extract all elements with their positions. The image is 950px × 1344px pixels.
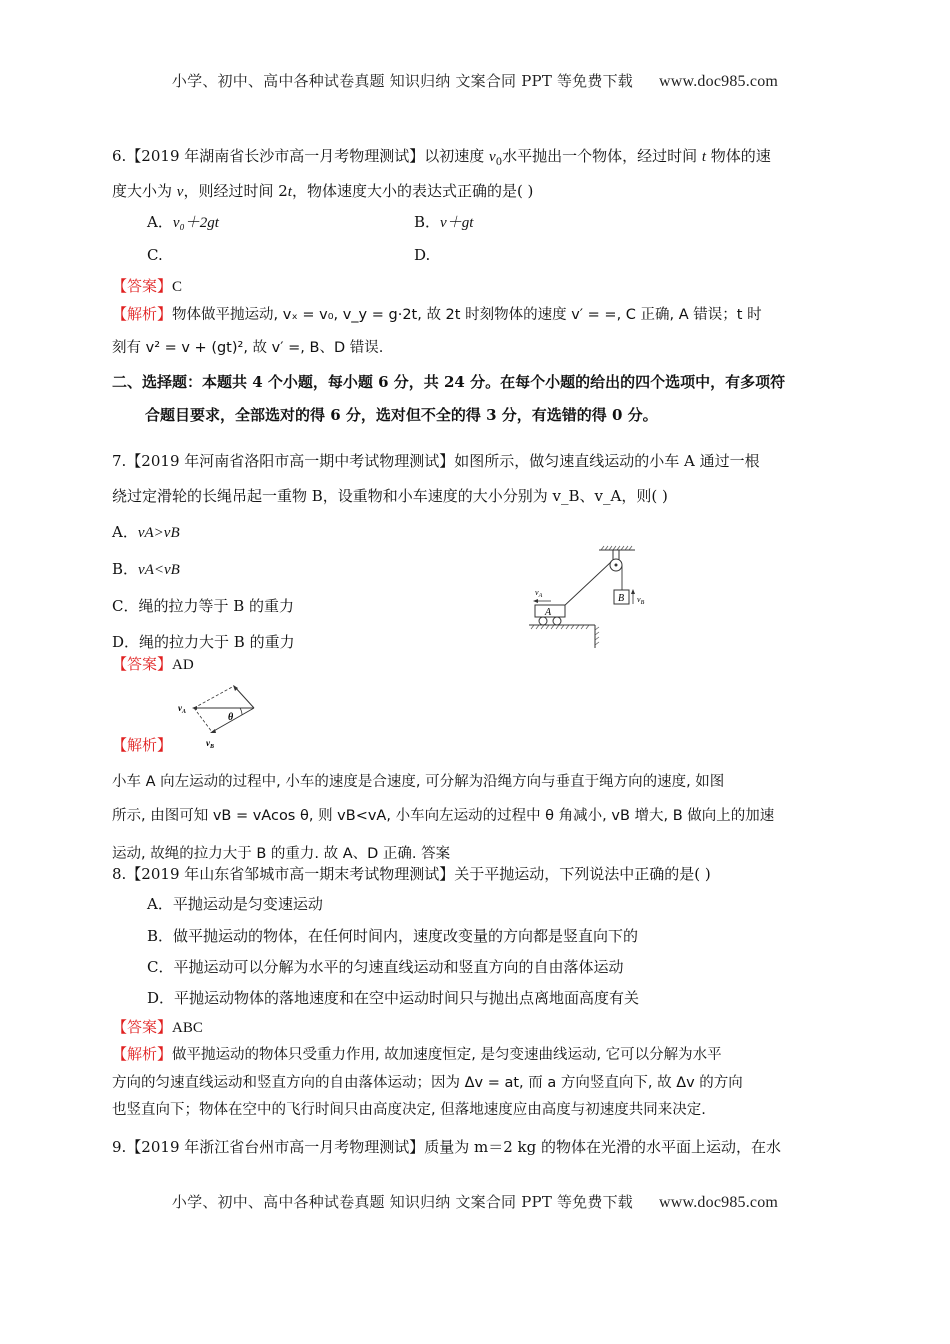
analysis-label: 【解析】 — [112, 1045, 173, 1063]
analysis-text: 方向的匀速直线运动和竖直方向的自由落体运动；因为 Δv = at, 而 a 方向竖直向下, 故 Δv 的方向 — [112, 1075, 743, 1091]
footer-url: www.doc985.com — [659, 1194, 779, 1211]
option-text: 绳的拉力大于 B 的重力 — [139, 633, 295, 651]
option-label: C． — [112, 597, 139, 615]
q8-option-c — [147, 957, 623, 977]
footer-text: 小学、初中、高中各种试卷真题 知识归纳 文案合同 PPT 等免费下载 — [171, 1193, 633, 1211]
q6-line1 — [112, 146, 771, 173]
q7-text: 7.【2019 年河南省洛阳市高一期中考试物理测试】如图所示，做匀速直线运动的小车 A 通过一根 — [112, 452, 760, 470]
option-text: A．平抛运动是匀变速运动 — [147, 895, 323, 913]
q6-text: 水平抛出一个物体，经过时间 — [502, 147, 702, 165]
analysis-label: 【解析】 — [112, 736, 173, 754]
answer-label: 【答案】 — [112, 655, 173, 673]
option-expr: v₀＋2gt — [172, 215, 219, 231]
q7-line1 — [112, 451, 760, 471]
analysis-text: 也竖直向下；物体在空中的飞行时间只由高度决定, 但落地速度应由高度与初速度共同来决定. — [112, 1102, 706, 1118]
header-url: www.doc985.com — [659, 73, 779, 90]
option-text: C．平抛运动可以分解为水平的匀速直线运动和竖直方向的自由落体运动 — [147, 958, 624, 976]
q6-t: t — [701, 149, 707, 165]
option-label: A． — [112, 523, 138, 541]
option-text: vA>vB — [137, 525, 180, 541]
q7-analysis-line1 — [112, 771, 724, 792]
option-label: D． — [112, 633, 140, 651]
q6-line2 — [112, 181, 533, 202]
answer-value: ABC — [172, 1020, 203, 1036]
q9-line1 — [112, 1137, 781, 1157]
analysis-label: 【解析】 — [112, 305, 173, 323]
q6-v0-sub: 0 — [495, 157, 503, 168]
option-label: C. — [147, 246, 163, 264]
section-heading: 合题目要求，全部选对的得 6 分，选对但不全的得 3 分，有选错的得 0 分。 — [145, 406, 658, 424]
option-expr: v＋gt — [440, 215, 474, 231]
q7-analysis-line3 — [112, 843, 450, 864]
option-text: B．做平抛运动的物体，在任何时间内，速度改变量的方向都是竖直向下的 — [147, 927, 639, 945]
va-vector-label: $v_A$ — [178, 703, 187, 715]
option-label: A． — [147, 213, 173, 231]
q6-text: ，则经过时间 2 — [183, 182, 288, 200]
section2-line2 — [145, 405, 658, 425]
q6-text: 度大小为 — [112, 182, 177, 200]
q8-line1 — [112, 864, 711, 884]
block-b-label: B — [618, 593, 625, 604]
q6-v0: v — [489, 149, 496, 165]
section2-line1 — [112, 372, 785, 392]
q7-option-c — [112, 596, 294, 616]
answer-label: 【答案】 — [112, 1018, 173, 1036]
q7-option-b — [112, 559, 180, 580]
q6-option-c — [147, 245, 163, 265]
q6-option-b — [414, 212, 473, 233]
analysis-text: 所示, 由图可知 vB = vAcos θ, 则 vB<vA, 小车向左运动的过程中 θ 角减小, vB 增大, B 做向上的加速 — [112, 808, 775, 824]
q7-analysis-line2 — [112, 805, 774, 826]
q8-option-a — [147, 894, 323, 914]
option-text: D．平抛运动物体的落地速度和在空中运动时间只与抛出点离地面高度有关 — [147, 989, 640, 1007]
q6-option-a — [147, 212, 219, 233]
q7-option-a — [112, 522, 180, 543]
q7-analysis-label — [112, 735, 172, 755]
q8-analysis-line2 — [112, 1072, 743, 1093]
pulley-cart-figure — [527, 540, 677, 650]
option-label: B． — [414, 213, 441, 231]
va-label: $v_A$ — [535, 588, 543, 599]
answer-label: 【答案】 — [112, 277, 173, 295]
page-footer — [0, 1191, 950, 1212]
q6-option-d — [414, 245, 430, 265]
q6-analysis-line1 — [112, 304, 762, 325]
q6-answer — [112, 276, 182, 297]
option-label: B． — [112, 560, 139, 578]
q6-t: t — [287, 184, 292, 200]
q8-answer — [112, 1017, 203, 1038]
q6-v: v — [176, 184, 184, 200]
cart-a-label: A — [545, 607, 552, 618]
section-heading: 二、选择题：本题共 4 个小题，每小题 6 分，共 24 分。在每个小题的给出的四个选项中，有多项符 — [112, 373, 786, 391]
q6-text: 6.【2019 年湖南省长沙市高一月考物理测试】以初速度 — [112, 147, 490, 165]
q6-analysis-line2 — [112, 337, 383, 358]
q8-analysis-line3 — [112, 1099, 706, 1120]
velocity-vector-figure — [178, 680, 268, 752]
q6-text: 物体的速 — [706, 147, 771, 165]
q8-option-b — [147, 926, 638, 946]
option-text: vA<vB — [138, 562, 180, 578]
q8-option-d — [147, 988, 639, 1008]
option-text: 绳的拉力等于 B 的重力 — [138, 597, 295, 615]
q7-text: 绕过定滑轮的长绳吊起一重物 B，设重物和小车速度的大小分别为 v_B、v_A，则( ) — [112, 487, 668, 505]
option-label: D. — [414, 246, 431, 264]
analysis-text: 刻有 v² = v + (gt)², 故 v′ =, B、D 错误. — [112, 340, 384, 356]
header-text: 小学、初中、高中各种试卷真题 知识归纳 文案合同 PPT 等免费下载 — [171, 72, 633, 90]
analysis-text: 运动, 故绳的拉力大于 B 的重力. 故 A、D 正确. 答案 — [112, 846, 451, 862]
q7-option-d — [112, 632, 295, 652]
analysis-text: 小车 A 向左运动的过程中, 小车的速度是合速度, 可分解为沿绳方向与垂直于绳方向的速度, 如图 — [112, 774, 725, 790]
q7-line2 — [112, 486, 668, 506]
analysis-text: 做平抛运动的物体只受重力作用, 故加速度恒定, 是匀变速曲线运动, 它可以分解为水平 — [172, 1047, 722, 1063]
q7-answer — [112, 654, 194, 675]
analysis-text: 物体做平抛运动, vₓ = v₀, v_y = g·2t, 故 2t 时刻物体的速度 v′ = =, C 正确, A 错误；t 时 — [172, 307, 762, 323]
vb-vector-label: $v_B$ — [206, 738, 215, 750]
q9-text: 9.【2019 年浙江省台州市高一月考物理测试】质量为 m＝2 kg 的物体在光滑的水平面上运动，在水 — [112, 1138, 782, 1156]
q8-analysis-line1 — [112, 1044, 722, 1065]
page-header — [0, 70, 950, 91]
answer-value: AD — [172, 657, 194, 673]
q8-text: 8.【2019 年山东省邹城市高一期末考试物理测试】关于平抛运动，下列说法中正确的是( ) — [112, 865, 711, 883]
answer-value: C — [172, 279, 183, 295]
vb-label: $v_B$ — [637, 595, 645, 606]
q6-text: ，物体速度大小的表达式正确的是( ) — [291, 182, 534, 200]
theta-label: θ — [228, 712, 234, 723]
